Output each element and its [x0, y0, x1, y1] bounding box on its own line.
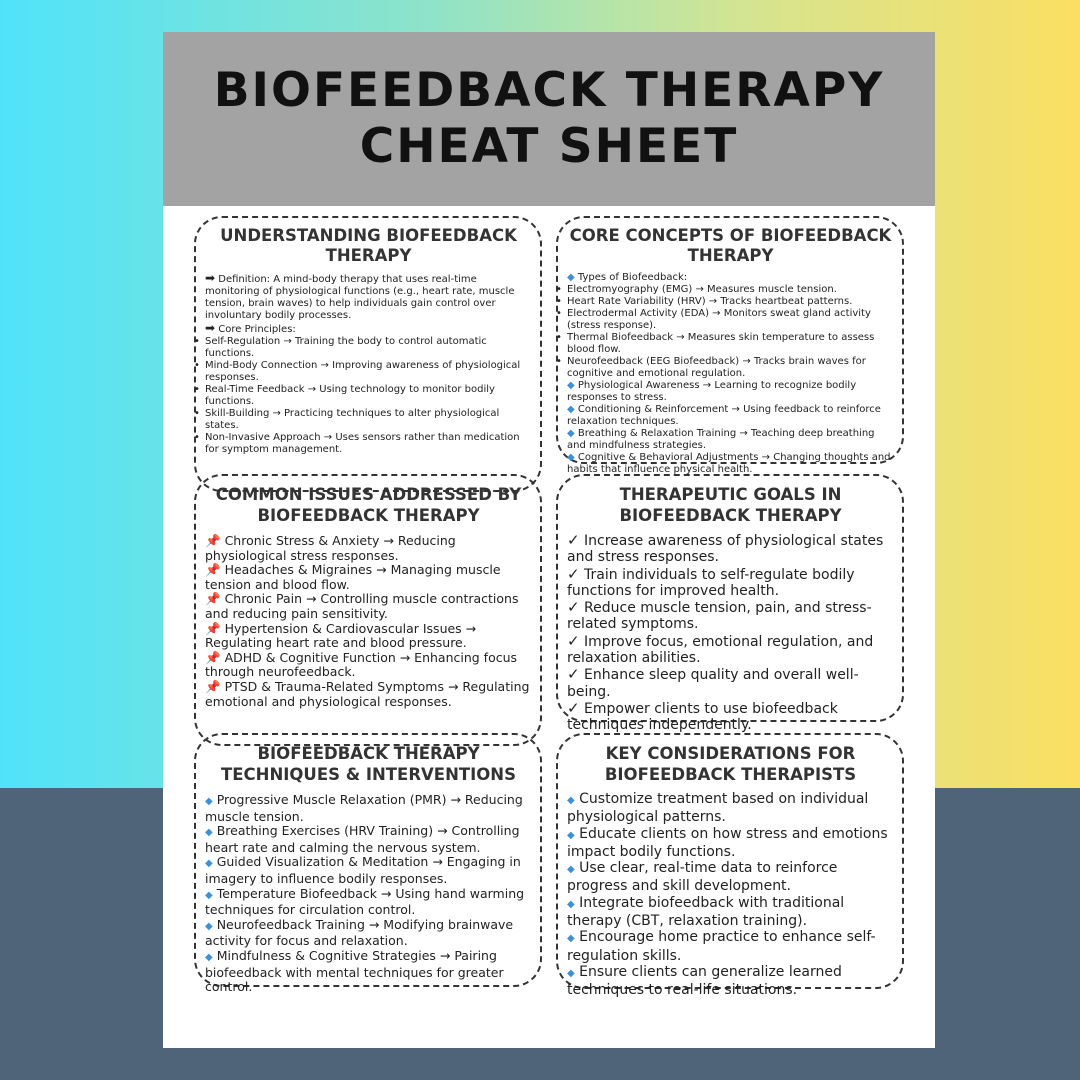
list-item — [205, 563, 532, 592]
list-item-text: Breathing & Relaxation Training → Teaching deep breathing and mindfulness strategies. — [567, 428, 875, 451]
checkmark-icon: ✓ — [567, 698, 580, 717]
principles-list — [205, 336, 532, 456]
card-title: UNDERSTANDING BIOFEEDBACK THERAPY — [220, 226, 517, 265]
list-item-text: Enhance sleep quality and overall well-being. — [567, 667, 859, 700]
page-title-line-2: CHEAT SHEET — [359, 119, 739, 174]
concepts-list — [567, 380, 894, 476]
list-item — [567, 895, 894, 930]
definition-text: Definition: A mind-body therapy that uses real-time monitoring of physiological functions (e.g., heart rate, muscle tension, brain waves) to help individuals gain control over involuntary bodily processes. — [205, 274, 515, 321]
list-item-text: Breathing Exercises (HRV Training) → Controlling heart rate and calming the nervous system. — [205, 823, 520, 855]
pushpin-icon: 📌 — [205, 533, 221, 548]
list-item — [205, 855, 532, 886]
list-item — [567, 452, 894, 476]
list-item-text: Conditioning & Reinforcement → Using feedback to reinforce relaxation techniques. — [567, 404, 881, 427]
list-item — [567, 566, 894, 600]
card-title: CORE CONCEPTS OF BIOFEEDBACK THERAPY — [569, 226, 892, 265]
list-item: • Thermal Biofeedback → Measures skin temperature to assess blood flow. — [567, 332, 894, 356]
blue-diamond-icon: ◆ — [205, 827, 213, 839]
blue-diamond-icon: ◆ — [567, 272, 575, 283]
card-therapeutic-goals — [556, 474, 904, 734]
list-item — [205, 622, 532, 651]
blue-diamond-icon: ◆ — [567, 864, 575, 876]
arrow-right-icon: ➡ — [205, 271, 216, 285]
list-item — [567, 428, 894, 452]
list-item: • Self-Regulation → Training the body to control automatic functions. — [205, 336, 532, 360]
types-heading — [567, 272, 894, 284]
blue-diamond-icon: ◆ — [567, 452, 575, 463]
blue-diamond-icon: ◆ — [205, 920, 213, 932]
checkmark-icon: ✓ — [567, 665, 580, 684]
list-item-text: Physiological Awareness → Learning to recognize bodily responses to stress. — [567, 380, 857, 403]
list-item-text: Empower clients to use biofeedback techniques independently. — [567, 700, 838, 734]
card-understanding-biofeedback — [194, 216, 542, 492]
blue-diamond-icon: ◆ — [205, 858, 213, 870]
principles-label: Core Principles: — [218, 324, 296, 335]
title-banner — [163, 32, 935, 206]
pushpin-icon: 📌 — [205, 591, 221, 607]
issues-list — [205, 534, 532, 709]
checkmark-icon: ✓ — [567, 631, 580, 650]
card-title: BIOFEEDBACK THERAPY TECHNIQUES & INTERVENTIONS — [221, 744, 516, 784]
checkmark-icon: ✓ — [567, 598, 580, 617]
list-item-text: Integrate biofeedback with traditional therapy (CBT, relaxation training). — [567, 894, 845, 930]
list-item-text: Temperature Biofeedback → Using hand warming techniques for circulation control. — [205, 885, 525, 918]
types-label: Types of Biofeedback: — [577, 272, 688, 283]
list-item — [567, 700, 894, 734]
list-item-text: Headaches & Migraines → Managing muscle tension and blood flow. — [205, 562, 501, 592]
list-item-text: Chronic Pain → Controlling muscle contractions and reducing pain sensitivity. — [205, 591, 519, 621]
list-item — [205, 651, 532, 680]
pushpin-icon: 📌 — [205, 678, 221, 694]
card-title: KEY CONSIDERATIONS FOR BIOFEEDBACK THERAPISTS — [604, 744, 857, 784]
blue-diamond-icon: ◆ — [567, 933, 575, 945]
arrow-right-icon: ➡ — [205, 321, 216, 335]
blue-diamond-icon: ◆ — [567, 404, 575, 415]
blue-diamond-icon: ◆ — [567, 898, 575, 910]
list-item-text: Neurofeedback Training → Modifying brainwave activity for focus and relaxation. — [205, 916, 514, 949]
list-item-text: Mindfulness & Cognitive Strategies → Pairing biofeedback with mental techniques for greater control. — [205, 947, 504, 995]
list-item-text: Use clear, real-time data to reinforce progress and skill development. — [567, 860, 838, 895]
card-title: COMMON ISSUES ADDRESSED BY BIOFEEDBACK THERAPY — [215, 485, 522, 525]
card-key-considerations — [556, 733, 904, 999]
considerations-list — [567, 791, 894, 999]
list-item: • Electromyography (EMG) → Measures muscle tension. — [567, 284, 894, 296]
page-title — [199, 63, 899, 175]
blue-diamond-icon: ◆ — [205, 951, 213, 963]
list-item — [205, 949, 532, 995]
list-item-text: Chronic Stress & Anxiety → Reducing physiological stress responses. — [205, 533, 456, 563]
list-item — [205, 592, 532, 621]
pushpin-icon: 📌 — [205, 620, 221, 636]
definition-paragraph — [205, 272, 532, 322]
blue-diamond-icon: ◆ — [567, 795, 575, 806]
pushpin-icon: 📌 — [205, 562, 221, 578]
blue-diamond-icon: ◆ — [567, 967, 575, 979]
list-item — [567, 633, 894, 667]
card-common-issues — [194, 474, 542, 746]
list-item — [567, 666, 894, 700]
list-item-text: Customize treatment based on individual physiological patterns. — [567, 791, 869, 826]
blue-diamond-icon: ◆ — [567, 380, 575, 391]
list-item: • Skill-Building → Practicing techniques to alter physiological states. — [205, 408, 532, 432]
list-item-text: Train individuals to self-regulate bodily functions for improved health. — [567, 566, 855, 599]
list-item-text: Educate clients on how stress and emotions impact bodily functions. — [567, 825, 888, 860]
techniques-list — [205, 793, 532, 995]
list-item — [567, 964, 894, 999]
list-item-text: Increase awareness of physiological states and stress responses. — [567, 533, 884, 566]
list-item-text: Encourage home practice to enhance self-regulation skills. — [567, 929, 876, 964]
list-item — [567, 826, 894, 861]
card-techniques-interventions — [194, 733, 542, 995]
list-item: • Non-Invasive Approach → Uses sensors rather than medication for symptom management. — [205, 432, 532, 456]
blue-diamond-icon: ◆ — [205, 889, 213, 901]
blue-diamond-icon: ◆ — [567, 428, 575, 439]
list-item — [567, 860, 894, 895]
list-item — [205, 918, 532, 949]
list-item: • Heart Rate Variability (HRV) → Tracks heartbeat patterns. — [567, 296, 894, 308]
list-item-text: Progressive Muscle Relaxation (PMR) → Reducing muscle tension. — [205, 792, 523, 824]
principles-heading — [205, 322, 532, 336]
list-item: • Neurofeedback (EEG Biofeedback) → Tracks brain waves for cognitive and emotional regulation. — [567, 356, 894, 380]
list-item — [205, 534, 532, 563]
list-item — [567, 404, 894, 428]
types-list — [567, 284, 894, 380]
list-item — [567, 380, 894, 404]
list-item — [205, 793, 532, 824]
list-item — [567, 532, 894, 566]
list-item-text: Reduce muscle tension, pain, and stress-related symptoms. — [567, 600, 872, 633]
list-item: • Mind-Body Connection → Improving awareness of physiological responses. — [205, 360, 532, 384]
list-item: • Electrodermal Activity (EDA) → Monitors sweat gland activity (stress response). — [567, 308, 894, 332]
card-core-concepts — [556, 216, 904, 475]
list-item-text: PTSD & Trauma-Related Symptoms → Regulating emotional and physiological responses. — [205, 678, 530, 709]
list-item — [567, 599, 894, 633]
blue-diamond-icon: ◆ — [567, 829, 575, 841]
goals-list — [567, 532, 894, 734]
cheat-sheet-page — [163, 32, 935, 1048]
list-item — [205, 824, 532, 855]
list-item — [567, 929, 894, 964]
list-item — [205, 680, 532, 709]
list-item-text: Ensure clients can generalize learned techniques to real-life situations. — [567, 963, 842, 999]
card-title: THERAPEUTIC GOALS IN BIOFEEDBACK THERAPY — [619, 485, 842, 525]
list-item-text: Guided Visualization & Meditation → Engaging in imagery to influence bodily responses. — [205, 854, 521, 886]
list-item: • Real-Time Feedback → Using technology to monitor bodily functions. — [205, 384, 532, 408]
list-item-text: Cognitive & Behavioral Adjustments → Changing thoughts and habits that influence physical health. — [567, 452, 891, 475]
checkmark-icon: ✓ — [567, 531, 580, 549]
checkmark-icon: ✓ — [567, 564, 580, 583]
page-title-line-1: BIOFEEDBACK THERAPY — [213, 63, 885, 118]
list-item — [205, 887, 532, 918]
list-item-text: ADHD & Cognitive Function → Enhancing focus through neurofeedback. — [205, 649, 518, 680]
pushpin-icon: 📌 — [205, 649, 221, 665]
list-item-text: Improve focus, emotional regulation, and relaxation abilities. — [567, 633, 874, 667]
blue-diamond-icon: ◆ — [205, 796, 213, 807]
list-item — [567, 791, 894, 826]
list-item-text: Hypertension & Cardiovascular Issues → Regulating heart rate and blood pressure. — [205, 620, 477, 651]
